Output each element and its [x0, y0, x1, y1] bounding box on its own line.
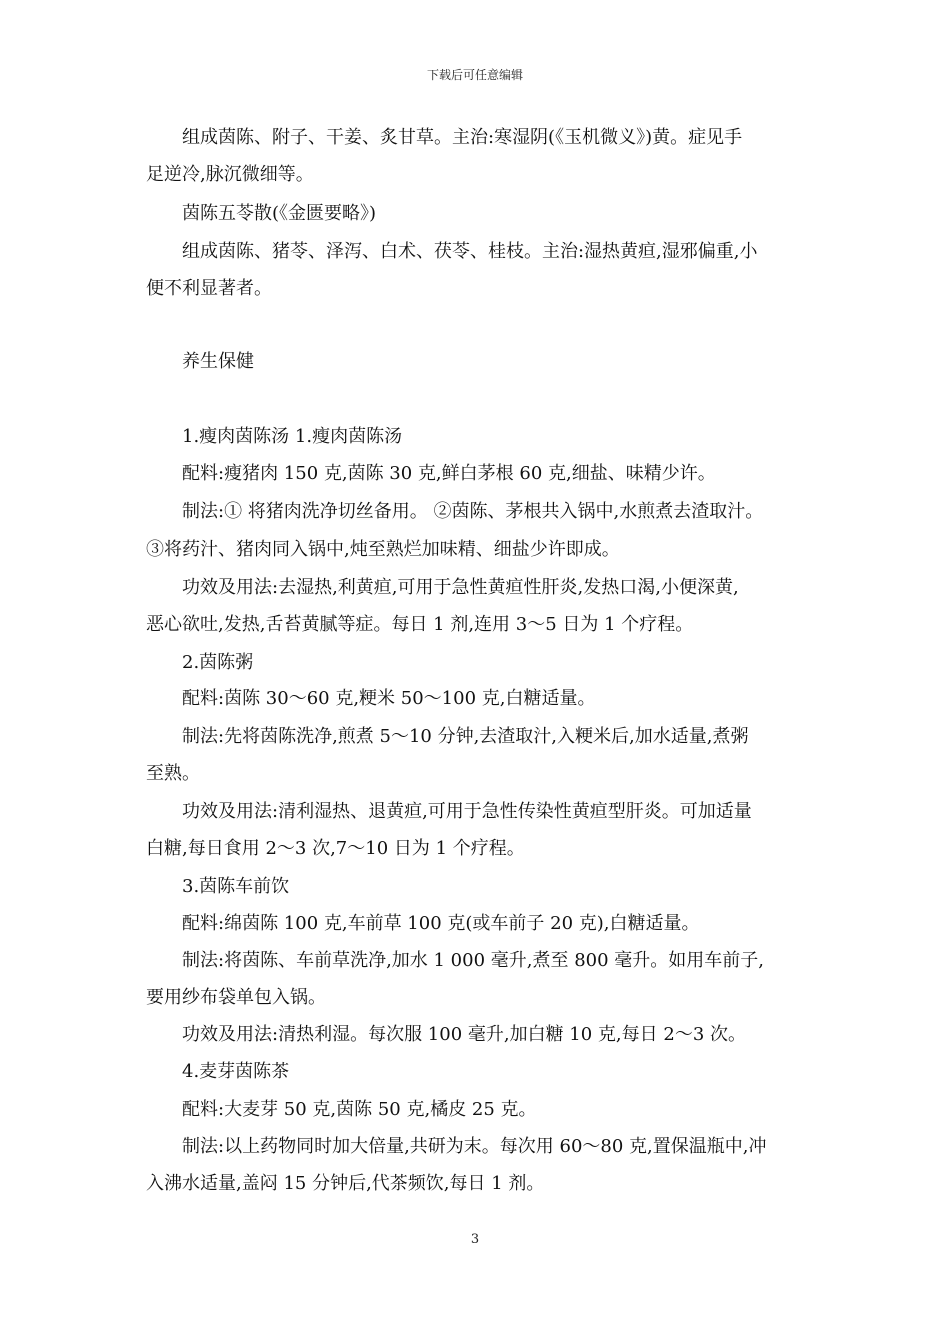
paragraph-line: 配料:瘦猪肉 150 克,茵陈 30 克,鲜白茅根 60 克,细盐、味精少许。	[182, 463, 716, 484]
paragraph-line: 制法:先将茵陈洗净,煎煮 5～10 分钟,去渣取汁,入粳米后,加水适量,煮粥	[182, 726, 749, 747]
recipe-title: 4.麦芽茵陈茶	[182, 1061, 290, 1082]
paragraph-line: 足逆冷,脉沉微细等。	[146, 164, 314, 185]
recipe-title: 1.瘦肉茵陈汤 1.瘦肉茵陈汤	[182, 426, 403, 447]
recipe-title: 2.茵陈粥	[182, 652, 254, 673]
paragraph-line: 至熟。	[146, 763, 200, 784]
paragraph-line: 组成茵陈、猪苓、泽泻、白术、茯苓、桂枝。主治:湿热黄疸,湿邪偏重,小	[182, 241, 758, 262]
paragraph-line: 要用纱布袋单包入锅。	[146, 987, 326, 1008]
page-number: 3	[470, 1232, 480, 1247]
paragraph-line: 制法:以上药物同时加大倍量,共研为末。每次用 60～80 克,置保温瓶中,冲	[182, 1136, 767, 1157]
paragraph-line: 功效及用法:去湿热,利黄疸,可用于急性黄疸性肝炎,发热口渴,小便深黄,	[182, 577, 739, 598]
paragraph-line: ③将药汁、猪肉同入锅中,炖至熟烂加味精、细盐少许即成。	[146, 539, 620, 560]
page-header: 下载后可任意编辑	[426, 68, 523, 82]
paragraph-line: 便不利显著者。	[146, 278, 272, 299]
paragraph-line: 功效及用法:清热利湿。每次服 100 毫升,加白糖 10 克,每日 2～3 次。	[182, 1024, 747, 1045]
paragraph-line: 茵陈五苓散(《金匮要略》)	[182, 203, 377, 224]
paragraph-line: 组成茵陈、附子、干姜、炙甘草。主治:寒湿阴(《玉机微义》)黄。症见手	[182, 127, 743, 148]
paragraph-line: 入沸水适量,盖闷 15 分钟后,代茶频饮,每日 1 剂。	[146, 1173, 545, 1194]
paragraph-line: 白糖,每日食用 2～3 次,7～10 日为 1 个疗程。	[146, 838, 525, 859]
recipe-title: 3.茵陈车前饮	[182, 876, 290, 897]
paragraph-line: 配料:茵陈 30～60 克,粳米 50～100 克,白糖适量。	[182, 688, 596, 709]
paragraph-line: 功效及用法:清利湿热、退黄疸,可用于急性传染性黄疸型肝炎。可加适量	[182, 801, 752, 822]
paragraph-line: 制法:① 将猪肉洗净切丝备用。 ②茵陈、茅根共入锅中,水煎煮去渣取汁。	[182, 501, 764, 522]
paragraph-line: 配料:大麦芽 50 克,茵陈 50 克,橘皮 25 克。	[182, 1099, 537, 1120]
paragraph-line: 恶心欲吐,发热,舌苔黄腻等症。每日 1 剂,连用 3～5 日为 1 个疗程。	[146, 614, 694, 635]
section-heading: 养生保健	[182, 351, 254, 372]
paragraph-line: 制法:将茵陈、车前草洗净,加水 1 000 毫升,煮至 800 毫升。如用车前子,	[182, 950, 765, 971]
paragraph-line: 配料:绵茵陈 100 克,车前草 100 克(或车前子 20 克),白糖适量。	[182, 913, 700, 934]
